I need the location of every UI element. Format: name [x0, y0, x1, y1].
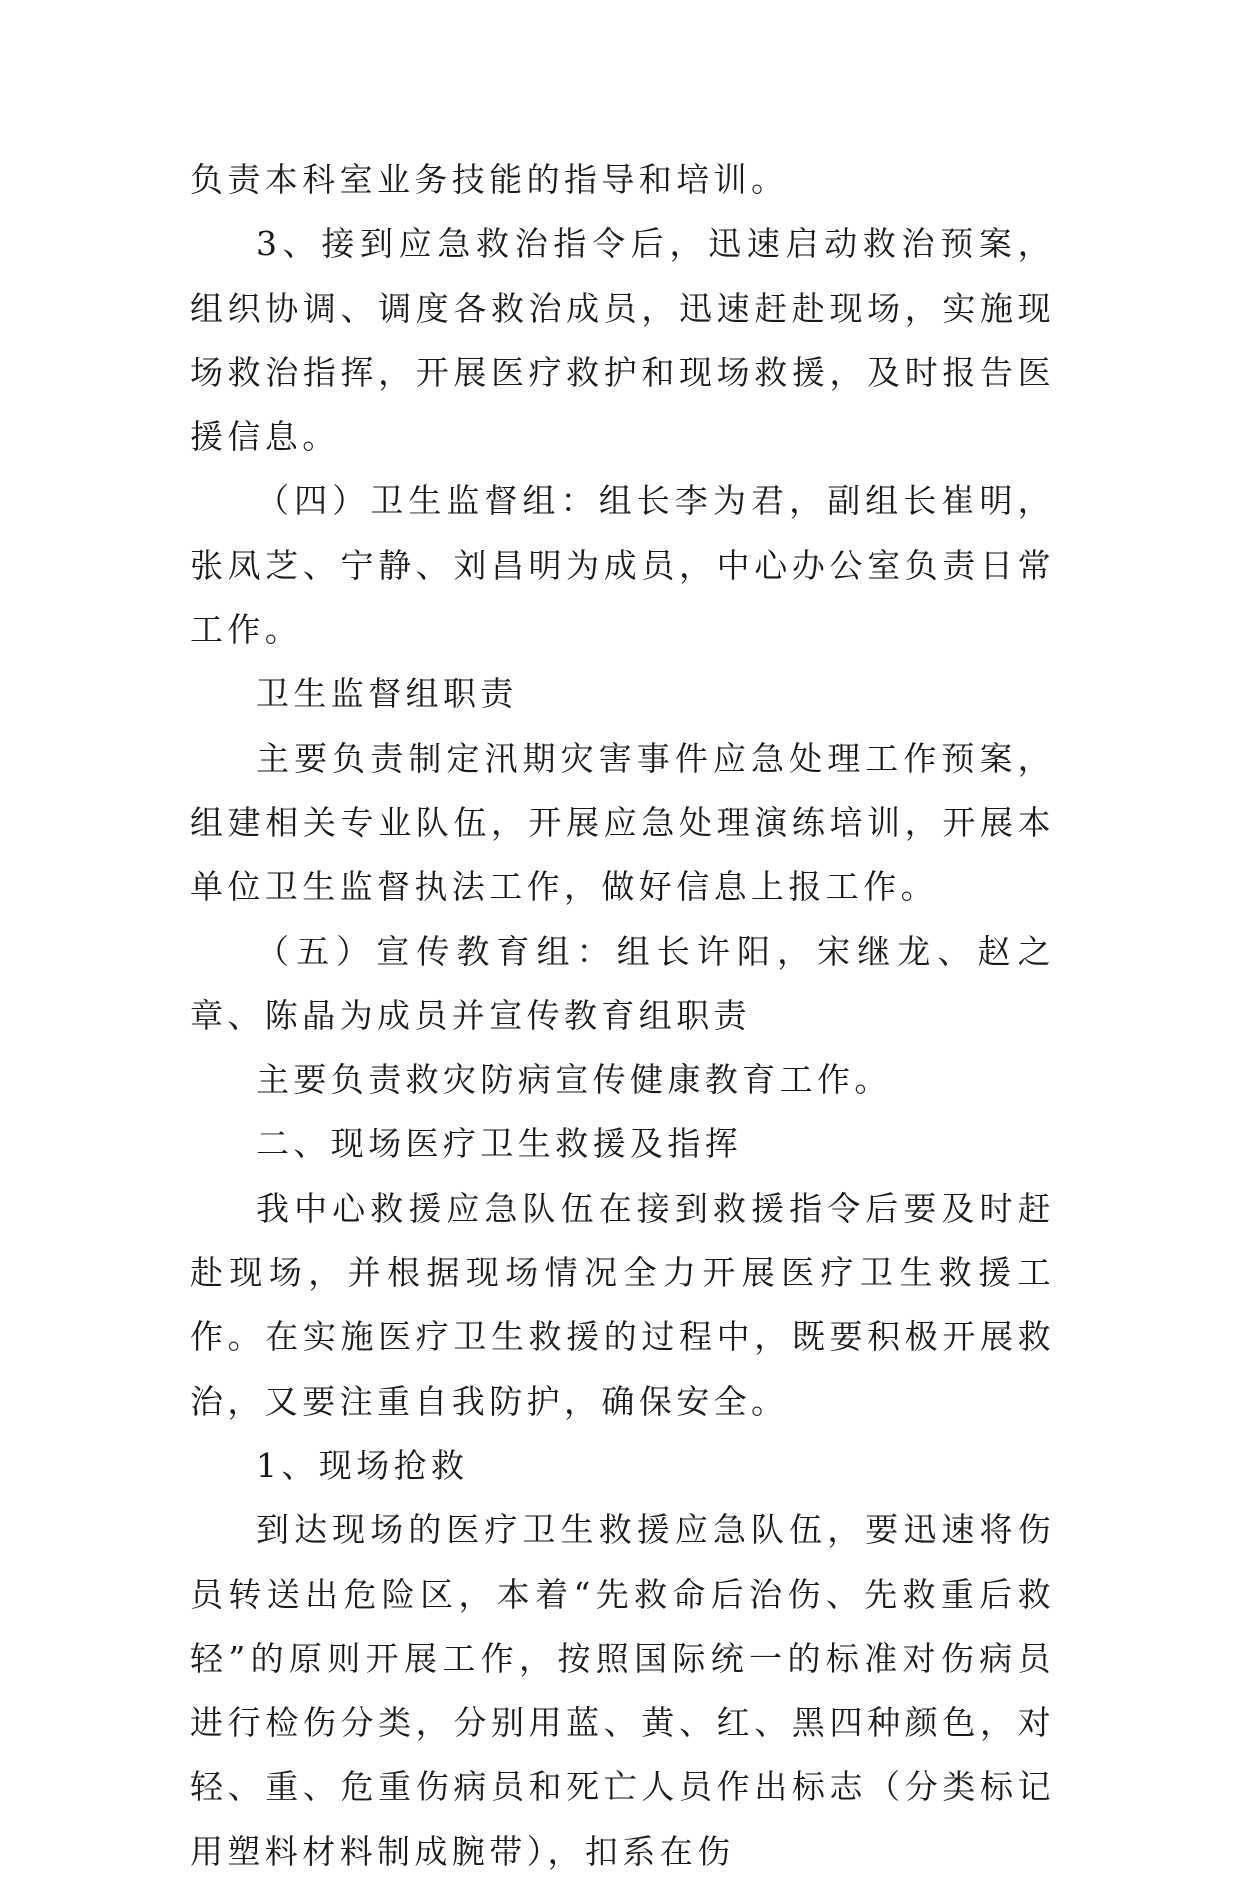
paragraph: 负责本科室业务技能的指导和培训。	[190, 160, 789, 199]
paragraph: （四）卫生监督组：组长李为君，副组长崔明，张凤芝、宁静、刘昌明为成员，中心办公室负责日常工作。	[190, 481, 1055, 650]
document-body	[190, 148, 1055, 1884]
paragraph: 3、接到应急救治指令后，迅速启动救治预案，组织协调、调度各救治成员，迅速赶赴现场，实施现场救治指挥，开展医疗救护和现场救援，及时报告医援信息。	[190, 224, 1055, 457]
section-heading: 二、现场医疗卫生救援及指挥	[256, 1124, 743, 1164]
section-heading: 1、现场抢救	[256, 1445, 469, 1485]
paragraph: 我中心救援应急队伍在接到救援指令后要及时赶赴现场，并根据现场情况全力开展医疗卫生救援工作。在实施医疗卫生救援的过程中，既要积极开展救治，又要注重自我防护，确保安全。	[190, 1188, 1055, 1421]
paragraph: 到达现场的医疗卫生救援应急队伍，要迅速将伤员转送出危险区，本着“先救命后治伤、先救重后救轻”的原则开展工作，按照国际统一的标准对伤病员进行检伤分类，分别用蓝、黄、红、黑四种颜色，对轻、重、危重伤病员和死亡人员作出标志（分类标记用塑料材料制成腕带），扣系在伤	[190, 1510, 1055, 1871]
paragraph: （五）宣传教育组：组长许阳，宋继龙、赵之章、陈晶为成员并宣传教育组职责	[190, 931, 1055, 1035]
paragraph: 主要负责救灾防病宣传健康教育工作。	[256, 1060, 892, 1100]
paragraph: 主要负责制定汛期灾害事件应急处理工作预案，组建相关专业队伍，开展应急处理演练培训，开展本单位卫生监督执法工作，做好信息上报工作。	[190, 738, 1055, 907]
section-heading: 卫生监督组职责	[256, 674, 518, 714]
